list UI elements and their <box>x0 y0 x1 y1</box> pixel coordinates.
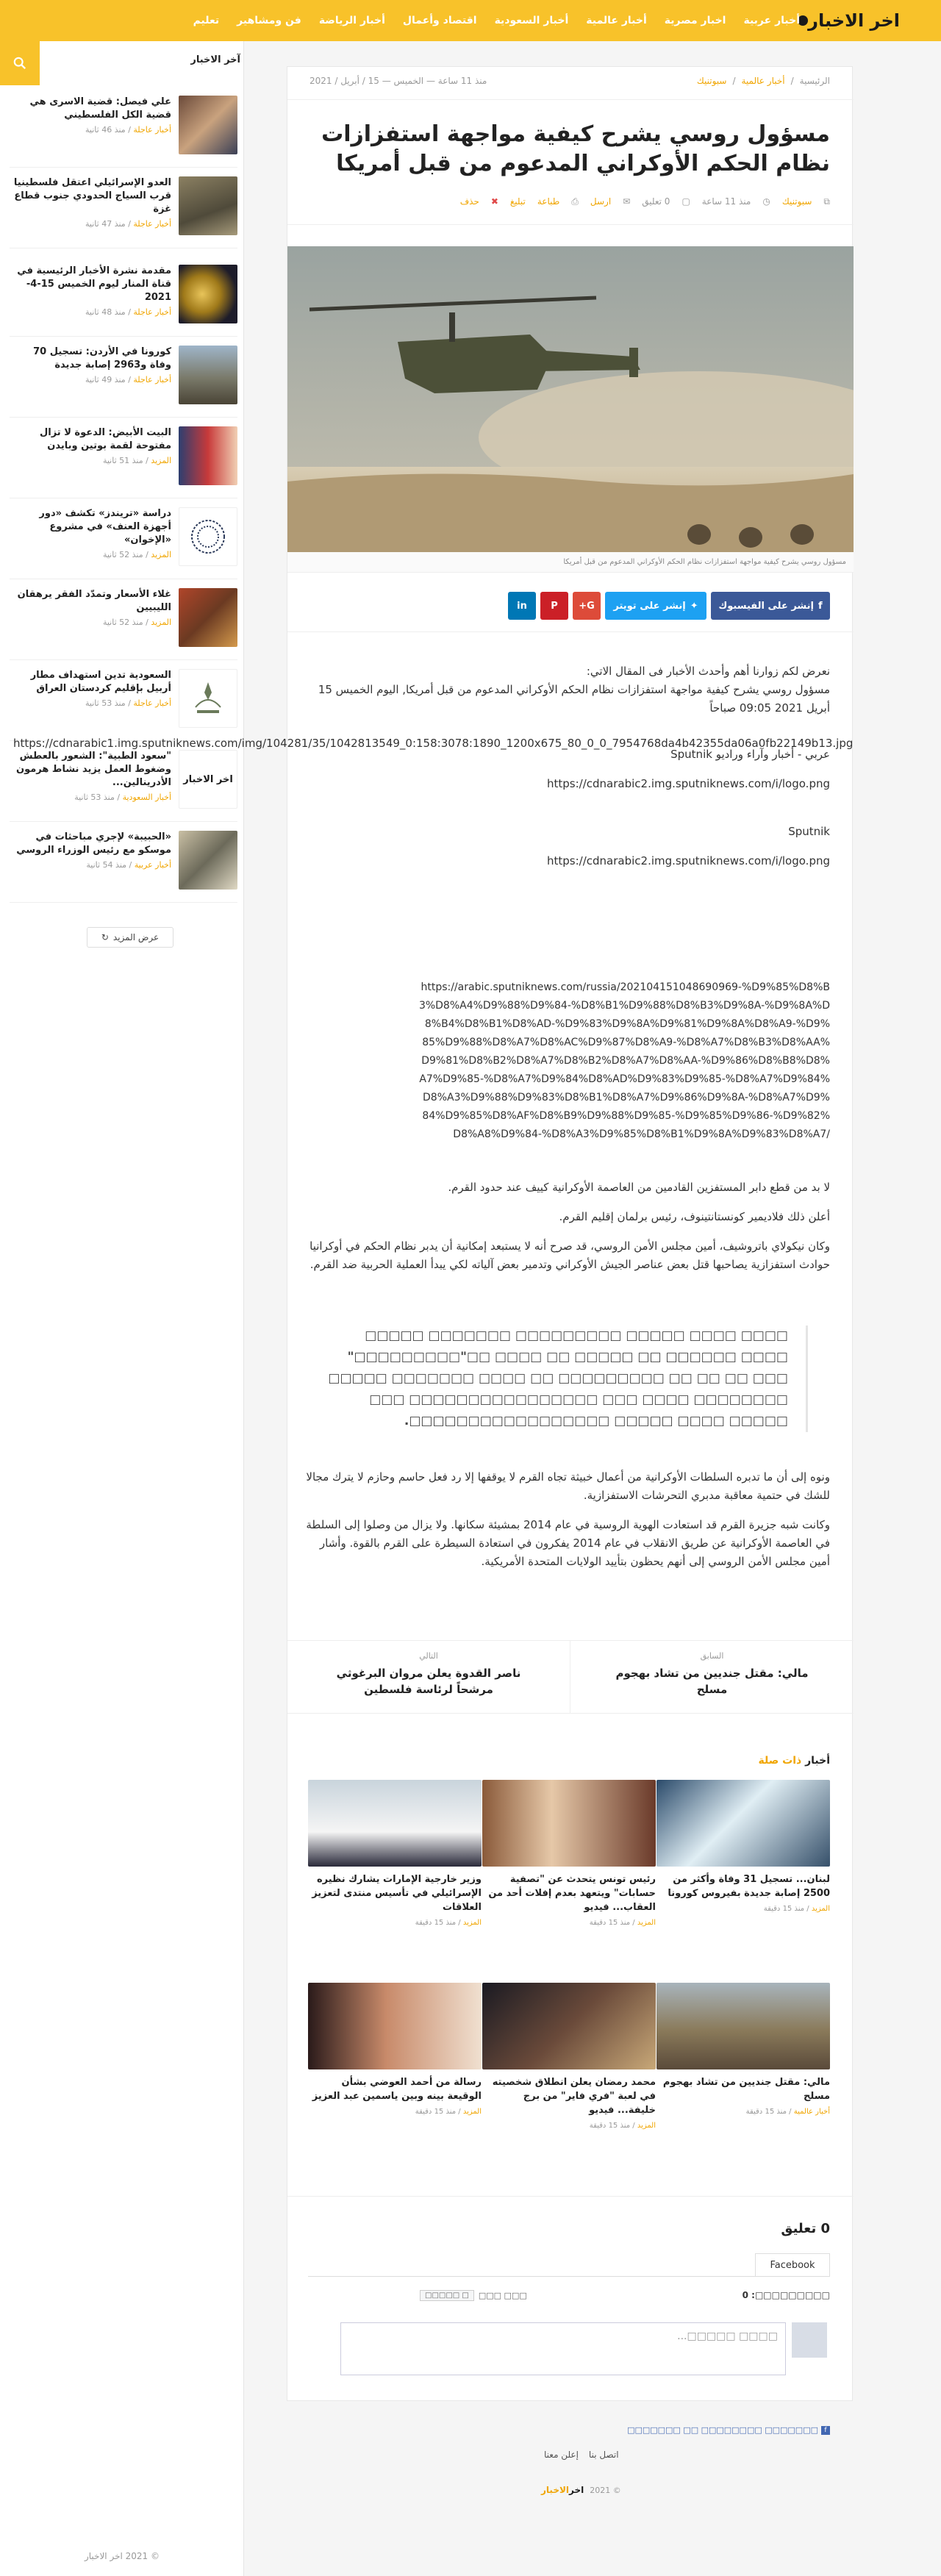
facebook-square-icon: f <box>821 2426 830 2435</box>
news-thumbnail[interactable] <box>179 346 237 404</box>
related-category[interactable]: المزيد <box>637 2122 656 2130</box>
news-category[interactable]: المزيد <box>151 456 171 465</box>
news-category[interactable]: أخبار السعودية <box>122 793 171 802</box>
copyright-text: © 2021 <box>590 2485 621 2495</box>
prev-title[interactable]: مالي: مقتل جنديين من تشاد بهجوم مسلح <box>615 1667 809 1696</box>
overflowing-image-url[interactable]: https://cdnarabic1.img.sputniknews.com/img/104281/35/1042813549_0:158:3078:1890_1200x675_80_0_0_7954768da4b42355da06a0fb22149b13.jpg <box>13 737 854 750</box>
facebook-plugin-link[interactable] <box>627 2425 830 2435</box>
news-title[interactable]: السعودية تدين استهداف مطار أربيل بإقليم كردستان العراق <box>30 670 171 694</box>
sort-select[interactable]: □ □□□□□ <box>420 2290 474 2301</box>
list-item[interactable]: «الحبيبة» لإجري مباحثات في موسكو مع رئيس الوزراء الروسي أخبار عربية / منذ 54 ثانية <box>10 822 237 903</box>
related-card[interactable]: مالي: مقتل جنديين من تشاد بهجوم مسلح أخبار عالمية / منذ 15 دقيقة <box>656 1983 830 2116</box>
related-time: منذ 15 دقيقة <box>589 2122 631 2130</box>
latest-news-sidebar <box>0 41 244 2576</box>
related-card[interactable]: رسالة من أحمد العوضي بشأن الوقيعة بينه وبين ياسمين عبد العزيز المزيد / منذ 15 دقيقة <box>308 1983 482 2116</box>
nav-item-sports[interactable]: أخبار الرياضة <box>318 15 385 26</box>
article-hero-image <box>287 246 854 552</box>
news-category[interactable]: أخبار عاجلة <box>133 125 171 135</box>
related-time: منذ 15 دقيقة <box>763 1905 805 1913</box>
news-category[interactable]: المزيد <box>151 618 171 627</box>
share-facebook-button[interactable] <box>711 592 830 620</box>
share-pinterest-button[interactable] <box>540 592 568 620</box>
next-title[interactable]: ناصر القدوة يعلن مروان البرغوثي مرشحاً لرئاسة فلسطين <box>336 1667 521 1696</box>
comment-icon: ▢ <box>681 196 690 207</box>
nav-item-world[interactable]: أخبار عالمية <box>586 15 647 26</box>
related-title[interactable]: لبنان... تسجيل 31 وفاة وأكثر من 2500 إصابة جديدة بفيروس كورونا <box>668 1874 830 1899</box>
news-thumbnail[interactable] <box>179 96 237 154</box>
news-thumbnail[interactable] <box>179 588 237 647</box>
list-item[interactable]: البيت الأبيض: الدعوة لا تزال مفتوحة لقمة بوتين وبايدن المزيد / منذ 51 ثانية <box>10 418 237 498</box>
list-item[interactable]: العدو الإسرائيلي اعتقل فلسطينيا قرب السياج الحدودي جنوب قطاع غزة أخبار عاجلة / منذ 47 ثانية <box>10 168 237 248</box>
article-body-2 <box>301 1178 830 1274</box>
related-heading-b: ذات صلة <box>758 1755 802 1767</box>
print-link[interactable]: طباعة <box>537 196 560 207</box>
paragraph: أعلن ذلك فلاديمير كونستانتينوف، رئيس برلمان إقليم القرم. <box>559 1210 830 1223</box>
send-link[interactable]: ارسل <box>590 196 612 207</box>
show-more-button[interactable] <box>87 927 173 948</box>
breadcrumb-world[interactable]: أخبار عالمية <box>741 76 785 86</box>
logo-url-2[interactable]: https://cdnarabic2.img.sputniknews.com/i/logo.png <box>547 854 830 867</box>
news-title[interactable]: كورونا في الأردن: تسجيل 70 وفاة و2963 إصابة جديدة <box>33 346 171 371</box>
footer-advertise-link[interactable]: إعلن معنا <box>544 2450 579 2460</box>
related-card[interactable]: لبنان... تسجيل 31 وفاة وأكثر من 2500 إصابة جديدة بفيروس كورونا المزيد / منذ 15 دقيقة <box>656 1780 830 1913</box>
footer-logo-b: الاخبار <box>541 2485 570 2495</box>
related-title[interactable]: رسالة من أحمد العوضي بشأن الوقيعة بينه وبين ياسمين عبد العزيز <box>312 2077 482 2102</box>
news-category[interactable]: أخبار عاجلة <box>133 307 171 317</box>
share-facebook-label: إنشر على الفيسبوك <box>718 600 814 612</box>
news-title[interactable]: البيت الأبيض: الدعوة لا تزال مفتوحة لقمة بوتين وبايدن <box>39 427 171 451</box>
pinterest-icon: P <box>551 600 558 612</box>
article-date: منذ 11 ساعة — الخميس — 15 / أبريل / 2021 <box>310 76 487 86</box>
related-time: منذ 15 دقيقة <box>415 1919 457 1927</box>
article-source[interactable]: سبوتنيك <box>781 196 812 207</box>
avatar <box>792 2322 827 2358</box>
comment-count[interactable]: 0 تعليق <box>642 196 670 207</box>
footer-copyright <box>541 2485 621 2495</box>
related-image[interactable] <box>308 1780 482 1867</box>
related-time: منذ 15 دقيقة <box>589 1919 631 1927</box>
news-thumbnail[interactable] <box>179 265 237 323</box>
news-time: منذ 52 ثانية <box>102 550 143 559</box>
related-image[interactable] <box>482 1983 656 2069</box>
news-category[interactable]: أخبار عاجلة <box>133 219 171 229</box>
share-twitter-button[interactable] <box>605 592 706 620</box>
intro-paragraph: نعرض لكم زوارنا أهم وأحدث الأخبار فى المقال الاتي: <box>586 665 830 678</box>
tab-facebook[interactable]: Facebook <box>755 2253 830 2277</box>
article-url[interactable]: https://arabic.sputniknews.com/russia/202104151048690969-%D9%85%D8%B3%D8%A4%D9%88%D9%84-%D8%B1%D9%88%D8%B3%D9%8A-%D9%8A%D8%B4%D8%B1%D8%AD-%D9%83%D9%8A%D9%81%D9%8A%D8%A9-%D9%85%D9%88%D8%A7%D8%AC%D9%87%D8%A9-%D8%A7%D8%B3%D8%AA%D9%81%D8%B2%D8%A7%D8%B2%D8%A7%D8%AA-%D9%86%D8%B8%D8%A7%D9%85-%D8%A7%D9%84%D8%AD%D9%83%D9%85-%D8%A7%D9%84%D8%A3%D9%88%D9%83%D8%B1%D8%A7%D9%86%D9%8A-%D8%A7%D9%84%D9%85%D8%AF%D8%B9%D9%88%D9%85-%D9%85%D9%86-%D9%82%D8%A8%D9%84-%D8%A3%D9%85%D8%B1%D9%8A%D9%83%D8%A7/ <box>418 981 830 1140</box>
news-title[interactable]: علي فيصل: قضية الاسرى هي قضية الكل الفلسطيني <box>29 96 171 121</box>
breadcrumb: الرئيسية / أخبار عالمية / سبوتنيك <box>696 76 830 86</box>
logo-url[interactable]: https://cdnarabic2.img.sputniknews.com/i/logo.png <box>547 777 830 790</box>
source-line: عربي - أخبار وآراء وراديو Sputnik <box>670 748 830 761</box>
nav-item-arab[interactable]: أخبار عربية <box>743 15 800 26</box>
news-title[interactable]: "سعود الطبية": الشعور بالعطش وضغوط العمل يزيد نشاط هرمون الأدرينالين... <box>16 751 171 788</box>
news-title[interactable]: غلاء الأسعار وتمدّد الفقر يرهقان الليبيين <box>17 589 171 613</box>
next-label: التالي <box>419 1651 438 1661</box>
related-image[interactable] <box>308 1983 482 2069</box>
paragraph: وكانت شبه جزيرة القرم قد استعادت الهوية الروسية في عام 2014 بمشيئة سكانها. ولا يزال من وصلوا إلى السلطة في العاصمة الأوكرانية عن طريق الانقلاب في عام 2014 يفكرون في استعادة السيطرة على القرم بالقوة. وأشار أمين مجلس الأمن الروسي إلى أنهم يحظون بتأييد الولايات المتحدة الأمريكية. <box>306 1518 830 1568</box>
sort-label: □□□ □□□ <box>478 2291 527 2300</box>
related-time: منذ 15 دقيقة <box>415 2108 457 2116</box>
news-category[interactable]: المزيد <box>151 550 171 559</box>
paragraph: ونوه إلى أن ما تدبره السلطات الأوكرانية من أعمال خبيثة تجاه القرم لا يوقفها إلا رد فعل حاسم وحازم لا يترك مجالا للشك في حتمية معاقبة مدبري التحرشات الاستفزازية. <box>306 1470 830 1502</box>
related-time: منذ 15 دقيقة <box>745 2108 787 2116</box>
related-category[interactable]: المزيد <box>462 1919 482 1927</box>
linkedin-icon: in <box>517 600 527 612</box>
nav-item-art[interactable]: فن ومشاهير <box>237 15 301 26</box>
breadcrumb-home[interactable]: الرئيسية <box>799 76 830 86</box>
comment-input[interactable]: □□□□ □□□□□... <box>340 2322 786 2375</box>
news-time: منذ 54 ثانية <box>86 860 127 870</box>
sidebar-title: آخر الاخبار <box>190 54 240 65</box>
top-navbar <box>0 0 941 41</box>
related-image[interactable] <box>656 1983 830 2069</box>
footer-links <box>544 2450 619 2460</box>
related-news-heading <box>759 1755 830 1767</box>
paragraph: لا بد من قطع دابر المستفزين القادمين من العاصمة الأوكرانية كييف عند حدود القرم. <box>448 1181 830 1194</box>
nav-item-education[interactable]: تعليم <box>193 15 220 26</box>
news-time: منذ 48 ثانية <box>85 307 126 317</box>
news-thumbnail[interactable] <box>179 507 237 566</box>
news-title[interactable]: دراسة «تريندز» تكشف «دور أجهزة العنف» في مشروع «الإخوان» <box>39 508 171 545</box>
comments-title: 0 تعليق <box>781 2221 830 2236</box>
search-icon <box>13 57 26 70</box>
sidebar-footer: © 2021 اخر الاخبار <box>84 2551 160 2561</box>
article-card <box>287 66 853 2435</box>
google-plus-icon: G+ <box>579 600 595 612</box>
share-googleplus-button[interactable] <box>573 592 601 620</box>
news-time: منذ 47 ثانية <box>85 219 126 229</box>
mail-icon: ✉ <box>623 196 631 207</box>
image-caption: مسؤول روسي يشرح كيفية مواجهة استفزازات نظام الحكم الأوكراني المدعوم من قبل أمريكا <box>287 552 854 573</box>
related-title[interactable]: وزير خارجية الإمارات يشارك نظيره الإسرائيلي في تأسيس منتدى لتعزيز العلاقات <box>312 1874 482 1913</box>
emblem-icon <box>190 678 226 719</box>
news-thumbnail-logo: اخر الاخبار <box>183 773 233 785</box>
share-buttons <box>508 592 830 620</box>
prev-label: السابق <box>700 1651 724 1661</box>
related-title[interactable]: محمد رمضان يعلن انطلاق شخصيته في لعبة "فري فاير" من برج خليفة... فيديو <box>492 2077 656 2116</box>
plugin-label: □□□□□□□ □□□□□□□□ □□ □□□□□□□ <box>627 2425 818 2435</box>
news-time: منذ 46 ثانية <box>85 125 126 135</box>
article-body <box>301 662 830 870</box>
news-title[interactable]: مقدمة نشرة الأخبار الرئيسية في قناة المنار ليوم الخميس 15-4-2021 <box>17 265 171 303</box>
news-title[interactable]: العدو الإسرائيلي اعتقل فلسطينيا قرب السياج الحدودي جنوب قطاع غزة <box>13 177 171 215</box>
nav-item-saudi[interactable]: أخبار السعودية <box>494 15 569 26</box>
source-icon: ⧉ <box>823 196 830 207</box>
page-title: مسؤول روسي يشرح كيفية مواجهة استفزازات نظام الحكم الأوكراني المدعوم من قبل أمريكا <box>321 121 830 176</box>
share-linkedin-button[interactable] <box>508 592 536 620</box>
sputnik-label: Sputnik <box>788 825 830 838</box>
related-title[interactable]: رئيس تونس يتحدث عن "تصفية حسابات" ويتعهد بعدم إفلات أحد من العقاب... فيديو <box>488 1874 656 1913</box>
article-quote: □□□□ □□□□ □□□□□ □□□□□□□□□ □□□□□□□ □□□□□ □□□□ □□□□□□ □□ □□□□□ □□ □□□□ □□"□□□□□□□□□" □□□ □□ □□ □□ □□□□□□□□□ □□ □□□□ □□□□□□□ □□□□□ □□□□□□□□ □□□□ □□□ □□□□□□□□□□□□□□□□ □□□ □□□□□ □□□□ □□□□□ □□□□□□□□□□□□□□□□□. <box>323 1325 808 1432</box>
related-category[interactable]: المزيد <box>462 2108 482 2116</box>
article-body-3 <box>301 1468 830 1571</box>
delete-icon: ✖ <box>490 196 498 207</box>
related-image[interactable] <box>656 1780 830 1867</box>
news-time: منذ 53 ثانية <box>85 698 126 708</box>
next-article-link[interactable] <box>287 1641 570 1713</box>
news-thumbnail[interactable] <box>179 176 237 235</box>
list-item[interactable]: السعودية تدين استهداف مطار أربيل بإقليم كردستان العراق أخبار عاجلة / منذ 53 ثانية <box>10 660 237 741</box>
list-item[interactable]: علي فيصل: قضية الاسرى هي قضية الكل الفلسطيني أخبار عاجلة / منذ 46 ثانية <box>10 87 237 168</box>
related-card[interactable]: رئيس تونس يتحدث عن "تصفية حسابات" ويتعهد بعدم إفلات أحد من العقاب... فيديو المزيد / منذ 15 دقيقة <box>482 1780 656 1927</box>
news-time: منذ 52 ثانية <box>102 618 143 627</box>
footer-logo[interactable] <box>541 2485 584 2495</box>
nav-item-egypt[interactable]: اخبار مصرية <box>664 15 726 26</box>
delete-link[interactable]: حذف <box>459 196 479 207</box>
facebook-icon: f <box>818 600 823 612</box>
related-heading-a: أخبار <box>805 1755 830 1767</box>
related-category[interactable]: المزيد <box>811 1905 830 1913</box>
footer-logo-a: اخر <box>569 2485 584 2495</box>
refresh-icon: ↻ <box>101 932 109 942</box>
list-item[interactable]: دراسة «تريندز» تكشف «دور أجهزة العنف» في مشروع «الإخوان» المزيد / منذ 52 ثانية <box>10 498 237 579</box>
main-nav <box>185 0 809 41</box>
related-image[interactable] <box>482 1780 656 1867</box>
report-link[interactable]: تبليغ <box>509 196 526 207</box>
related-category[interactable]: أخبار عالمية <box>793 2108 830 2116</box>
logo-text: اخر الاخبار <box>808 10 900 31</box>
share-twitter-label: إنشر على تويتر <box>613 600 686 612</box>
helicopter-image <box>287 246 854 552</box>
news-thumbnail[interactable] <box>179 831 237 890</box>
breadcrumb-source[interactable]: سبوتنيك <box>696 76 727 86</box>
news-time: منذ 51 ثانية <box>102 456 143 465</box>
news-time: منذ 49 ثانية <box>85 375 126 384</box>
search-button[interactable] <box>0 41 40 85</box>
news-time: منذ 53 ثانية <box>74 793 115 802</box>
twitter-icon: ✦ <box>690 600 698 612</box>
sidebar-news-list <box>10 87 237 903</box>
related-category[interactable]: المزيد <box>637 1919 656 1927</box>
news-thumbnail[interactable] <box>179 426 237 485</box>
site-logo[interactable] <box>795 9 900 32</box>
article-meta <box>460 196 830 207</box>
prev-next-navigation <box>287 1640 854 1714</box>
related-card[interactable]: محمد رمضان يعلن انطلاق شخصيته في لعبة "فري فاير" من برج خليفة... فيديو المزيد / منذ 15 دقيقة <box>482 1983 656 2130</box>
footer-contact-link[interactable]: اتصل بنا <box>588 2450 619 2460</box>
sort-control <box>420 2290 527 2301</box>
show-more-label: عرض المزيد <box>112 932 160 942</box>
news-category[interactable]: أخبار عربية <box>134 860 171 870</box>
news-thumbnail[interactable] <box>179 750 237 809</box>
list-item[interactable]: مقدمة نشرة الأخبار الرئيسية في قناة المنار ليوم الخميس 15-4-2021 أخبار عاجلة / منذ 48 ثانية <box>10 256 237 337</box>
paragraph: وكان نيكولاي باتروشيف، أمين مجلس الأمن الروسي، قد صرح أنه لا يستبعد إمكانية أن يدبر نظام الحكم في أوكرانيا حوادث استفزازية يصاحبها قتل بعض عناصر الجيش الأوكراني وتدمير بعض آلياته لكي يبدأ العملية الحربية ضد القرم. <box>310 1239 830 1271</box>
list-item[interactable]: غلاء الأسعار وتمدّد الفقر يرهقان الليبيين المزيد / منذ 52 ثانية <box>10 579 237 660</box>
intro-paragraph-2: مسؤول روسي يشرح كيفية مواجهة استفزازات نظام الحكم الأوكراني المدعوم من قبل أمريكا, اليوم الخميس 15 أبريل 2021 09:05 صباحاً <box>318 683 830 715</box>
related-card[interactable]: وزير خارجية الإمارات يشارك نظيره الإسرائيلي في تأسيس منتدى لتعزيز العلاقات المزيد / منذ 15 دقيقة <box>308 1780 482 1927</box>
clock-icon: ◷ <box>762 196 770 207</box>
news-category[interactable]: أخبار عاجلة <box>133 375 171 384</box>
nav-item-economy[interactable]: اقتصاد وأعمال <box>402 15 477 26</box>
comment-count-fb: □□□□□□□□□: 0 <box>742 2290 830 2300</box>
article-time: منذ 11 ساعة <box>701 196 751 207</box>
news-title[interactable]: «الحبيبة» لإجري مباحثات في موسكو مع رئيس الوزراء الروسي <box>16 831 171 856</box>
list-item[interactable]: اخر الاخبار "سعود الطبية": الشعور بالعطش وضغوط العمل يزيد نشاط هرمون الأدرينالين... أخبار السعودية / منذ 53 ثانية <box>10 741 237 822</box>
news-thumbnail[interactable] <box>179 669 237 728</box>
news-category[interactable]: أخبار عاجلة <box>133 698 171 708</box>
print-icon: ⎙ <box>571 196 579 207</box>
list-item[interactable]: كورونا في الأردن: تسجيل 70 وفاة و2963 إصابة جديدة أخبار عاجلة / منذ 49 ثانية <box>10 337 237 418</box>
prev-article-link[interactable] <box>570 1641 854 1713</box>
related-title[interactable]: مالي: مقتل جنديين من تشاد بهجوم مسلح <box>662 2077 830 2102</box>
trends-logo-icon <box>186 515 230 559</box>
